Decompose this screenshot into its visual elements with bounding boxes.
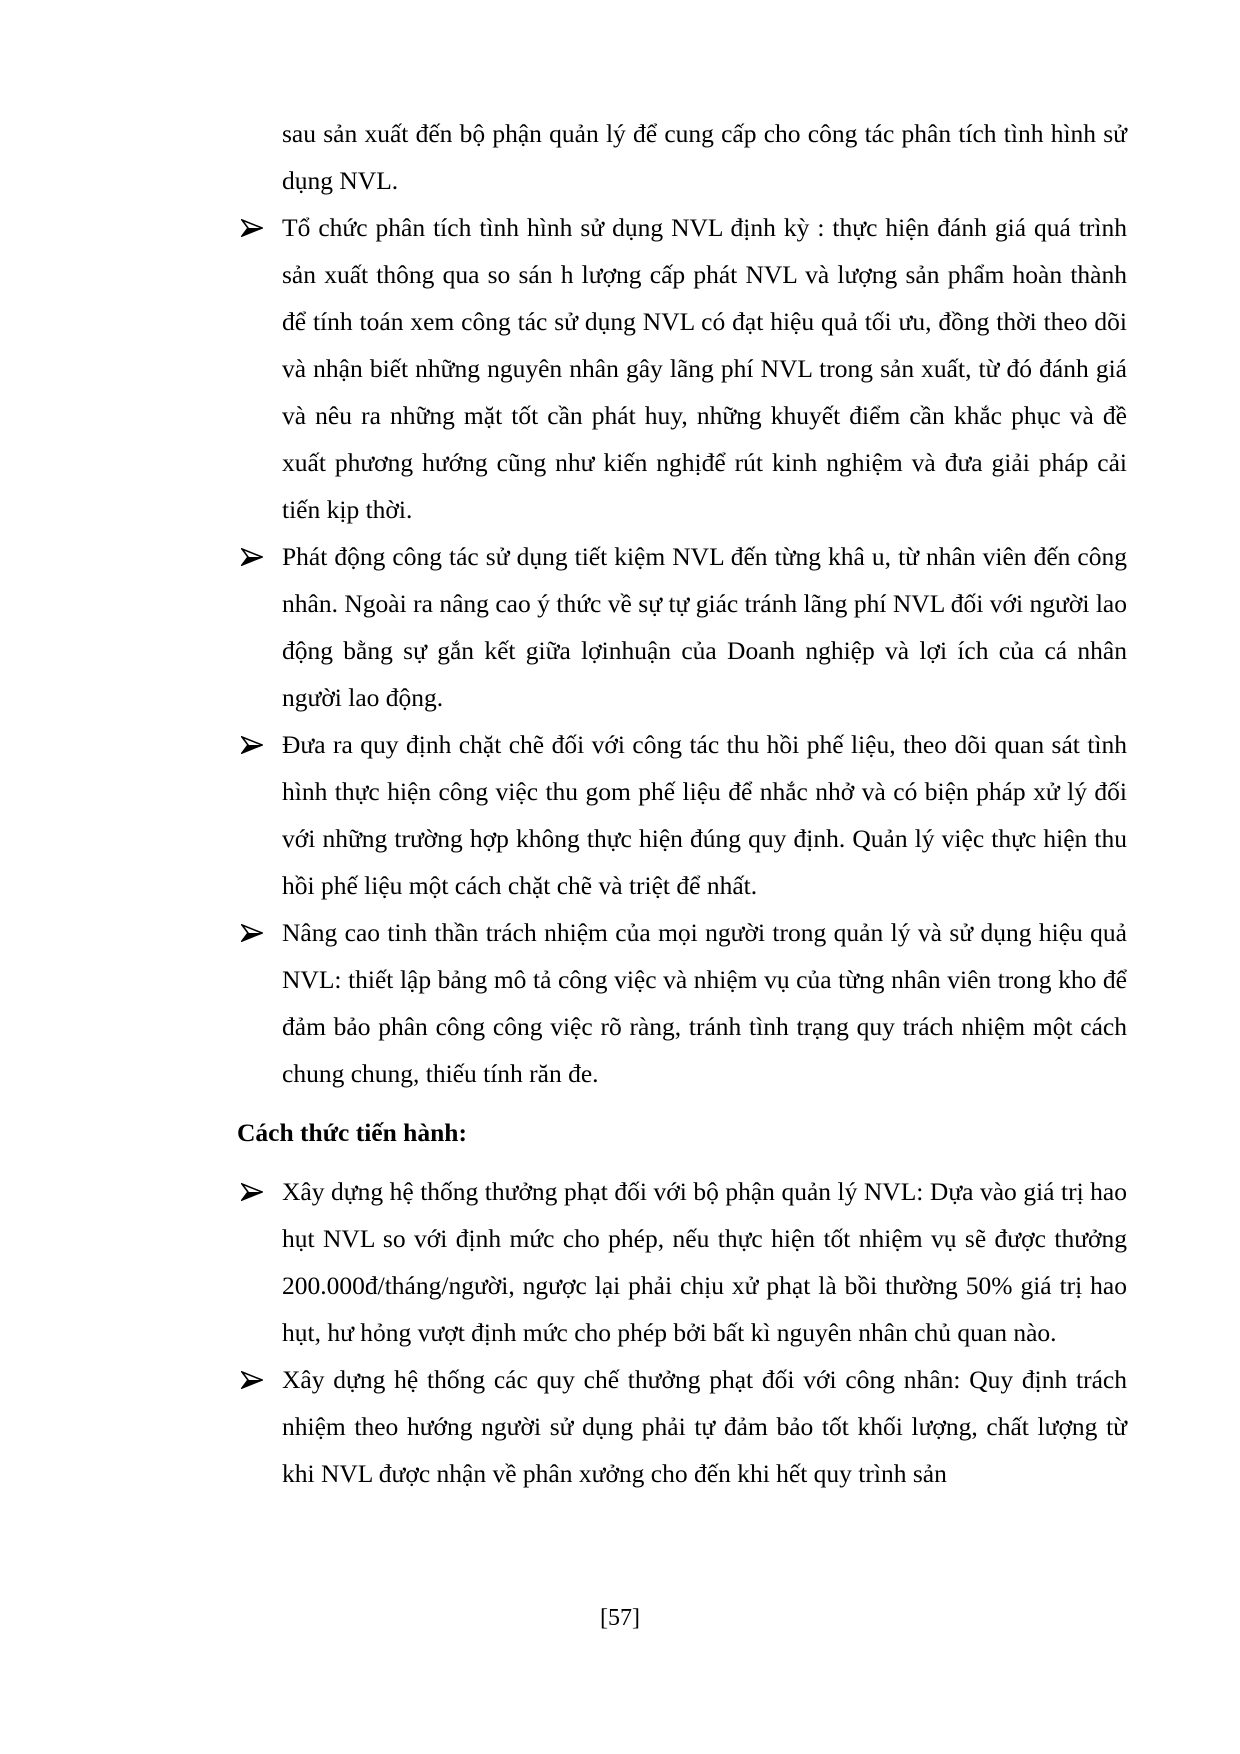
arrowhead-bullet-icon [241, 1183, 263, 1201]
page-content [237, 110, 1127, 1497]
arrowhead-bullet-icon [241, 548, 263, 566]
page-number: [57] [600, 1605, 640, 1631]
bullet-item [237, 1356, 1127, 1497]
arrowhead-bullet-icon [241, 219, 263, 237]
bullet-text: Xây dựng hệ thống các quy chế thưởng phạt đối với công nhân: Quy định trách nhiệm theo hướng người sử dụng phải tự đảm bảo tốt khối lượng, chất lượng từ khi NVL được nhận về phân xưởng cho đến khi hết quy trình sản [282, 1365, 1127, 1488]
bullet-text: Tổ chức phân tích tình hình sử dụng NVL định kỳ : thực hiện đánh giá quá trình sản xuất thông qua so sán h lượng cấp phát NVL và lượng sản phẩm hoàn thành để tính toán xem công tác sử dụng NVL có đạt hiệu quả tối ưu, đồng thời theo dõi và nhận biết những nguyên nhân gây lãng phí NVL trong sản xuất, từ đó đánh giá và nêu ra những mặt tốt cần phát huy, những khuyết điểm cần khắc phục và đề xuất phương hướng cũng như kiến nghịđể rút kinh nghiệm và đưa giải pháp cải tiến kịp thời. [282, 213, 1127, 524]
arrowhead-bullet-icon [241, 1371, 263, 1389]
bullet-text: Đưa ra quy định chặt chẽ đối với công tác thu hồi phế liệu, theo dõi quan sát tình hình thực hiện công việc thu gom phế liệu để nhắc nhở và có biện pháp xử lý đối với những trường hợp không thực hiện đúng quy định. Quản lý việc thực hiện thu hồi phế liệu một cách chặt chẽ và triệt để nhất. [282, 730, 1127, 900]
bullet-item [237, 1168, 1127, 1356]
section-heading: Cách thức tiến hành: [237, 1118, 467, 1147]
bullet-text: Nâng cao tinh thần trách nhiệm của mọi người trong quản lý và sử dụng hiệu quả NVL: thiết lập bảng mô tả công việc và nhiệm vụ của từng nhân viên trong kho để đảm bảo phân công công việc rõ ràng, tránh tình trạng quy trách nhiệm một cách chung chung, thiếu tính răn đe. [282, 918, 1127, 1088]
bullet-item [237, 533, 1127, 721]
bullet-text: Xây dựng hệ thống thưởng phạt đối với bộ phận quản lý NVL: Dựa vào giá trị hao hụt NVL so với định mức cho phép, nếu thực hiện tốt nhiệm vụ sẽ được thưởng 200.000đ/tháng/người, ngược lại phải chịu xử phạt là bồi thường 50% giá trị hao hụt, hư hỏng vượt định mức cho phép bởi bất kì nguyên nhân chủ quan nào. [282, 1177, 1127, 1347]
bullet-item [237, 721, 1127, 909]
bullet-item [237, 204, 1127, 533]
bullet-text: Phát động công tác sử dụng tiết kiệm NVL đến từng khâ u, từ nhân viên đến công nhân. Ngoài ra nâng cao ý thức về sự tự giác tránh lãng phí NVL đối với người lao động bằng sự gắn kết giữa lợinhuận của Doanh nghiệp và lợi ích của cá nhân người lao động. [282, 542, 1127, 712]
arrowhead-bullet-icon [241, 924, 263, 942]
continuation-paragraph: sau sản xuất đến bộ phận quản lý để cung cấp cho công tác phân tích tình hình sử dụng NVL. [282, 119, 1127, 195]
arrowhead-bullet-icon [241, 736, 263, 754]
bullet-item [237, 909, 1127, 1097]
